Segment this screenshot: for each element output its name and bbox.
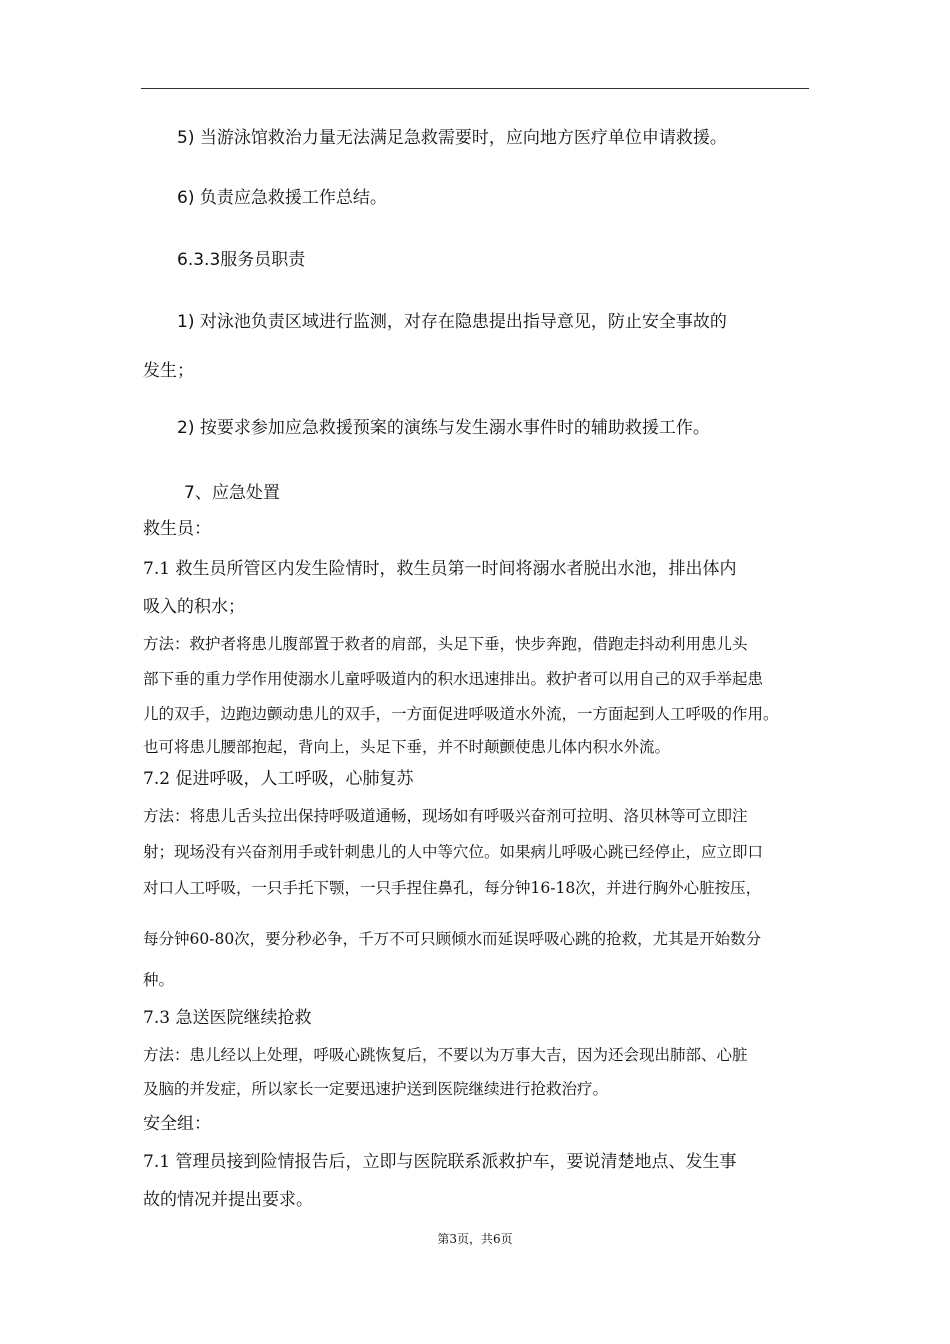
list-item-5: 5) 当游泳馆救治力量无法满足急救需要时，应向地方医疗单位申请救援。 [177,128,727,148]
method-text: 部下垂的重力学作用使溺水儿童呼吸道内的积水迅速排出。救护者可以用自己的双手举起患 [143,670,764,688]
method-text: 及脑的并发症，所以家长一定要迅速护送到医院继续进行抢救治疗。 [143,1080,609,1098]
paragraph-safety-7-1-cont: 故的情况并提出要求。 [143,1190,313,1210]
list-item-1: 1) 对泳池负责区域进行监测，对存在隐患提出指导意见，防止安全事故的 [177,312,727,332]
paragraph-7-1-cont: 吸入的积水； [143,597,245,617]
method-text: 对口人工呼吸，一只手托下颚，一只手捏住鼻孔，每分钟16-18次，并进行胸外心脏按压， [143,879,762,897]
list-item-2: 2) 按要求参加应急救援预案的演练与发生溺水事件时的辅助救援工作。 [177,418,710,438]
paragraph-7-2: 7.2 促进呼吸，人工呼吸，心肺复苏 [143,769,414,789]
method-text: 也可将患儿腰部抱起，背向上，头足下垂，并不时颠颤使患儿体内积水外流。 [143,738,671,756]
header-rule [141,88,809,89]
method-text: 方法：将患儿舌头拉出保持呼吸道通畅，现场如有呼吸兴奋剂可拉明、洛贝林等可立即注 [143,807,748,825]
method-text: 方法：患儿经以上处理，呼吸心跳恢复后，不要以为万事大吉，因为还会现出肺部、心脏 [143,1046,748,1064]
paragraph-7-3: 7.3 急送医院继续抢救 [143,1008,312,1028]
method-text: 方法：救护者将患儿腹部置于救者的肩部，头足下垂，快步奔跑，借跑走抖动利用患儿头 [143,635,748,653]
method-text: 儿的双手，边跑边颤动患儿的双手，一方面促进呼吸道水外流，一方面起到人工呼吸的作用。 [143,705,779,723]
page-footer: 第3页，共6页 [437,1232,513,1246]
group-label-lifeguard: 救生员： [143,519,211,539]
section-heading-7: 7、应急处置 [184,483,280,503]
paragraph-safety-7-1: 7.1 管理员接到险情报告后，立即与医院联系派救护车，要说清楚地点、发生事 [143,1152,737,1172]
group-label-safety: 安全组： [143,1114,211,1134]
method-text: 射；现场没有兴奋剂用手或针刺患儿的人中等穴位。如果病儿呼吸心跳已经停止，应立即口 [143,843,764,861]
method-text: 种。 [143,971,175,989]
method-text: 每分钟60-80次，要分秒必争，千万不可只顾倾水而延误呼吸心跳的抢救，尤其是开始数分 [143,930,762,948]
paragraph-7-1: 7.1 救生员所管区内发生险情时，救生员第一时间将溺水者脱出水池，排出体内 [143,559,737,579]
list-item-6: 6) 负责应急救援工作总结。 [177,188,387,208]
section-heading-6-3-3: 6.3.3服务员职责 [177,250,306,270]
list-item-1-cont: 发生； [143,361,194,381]
